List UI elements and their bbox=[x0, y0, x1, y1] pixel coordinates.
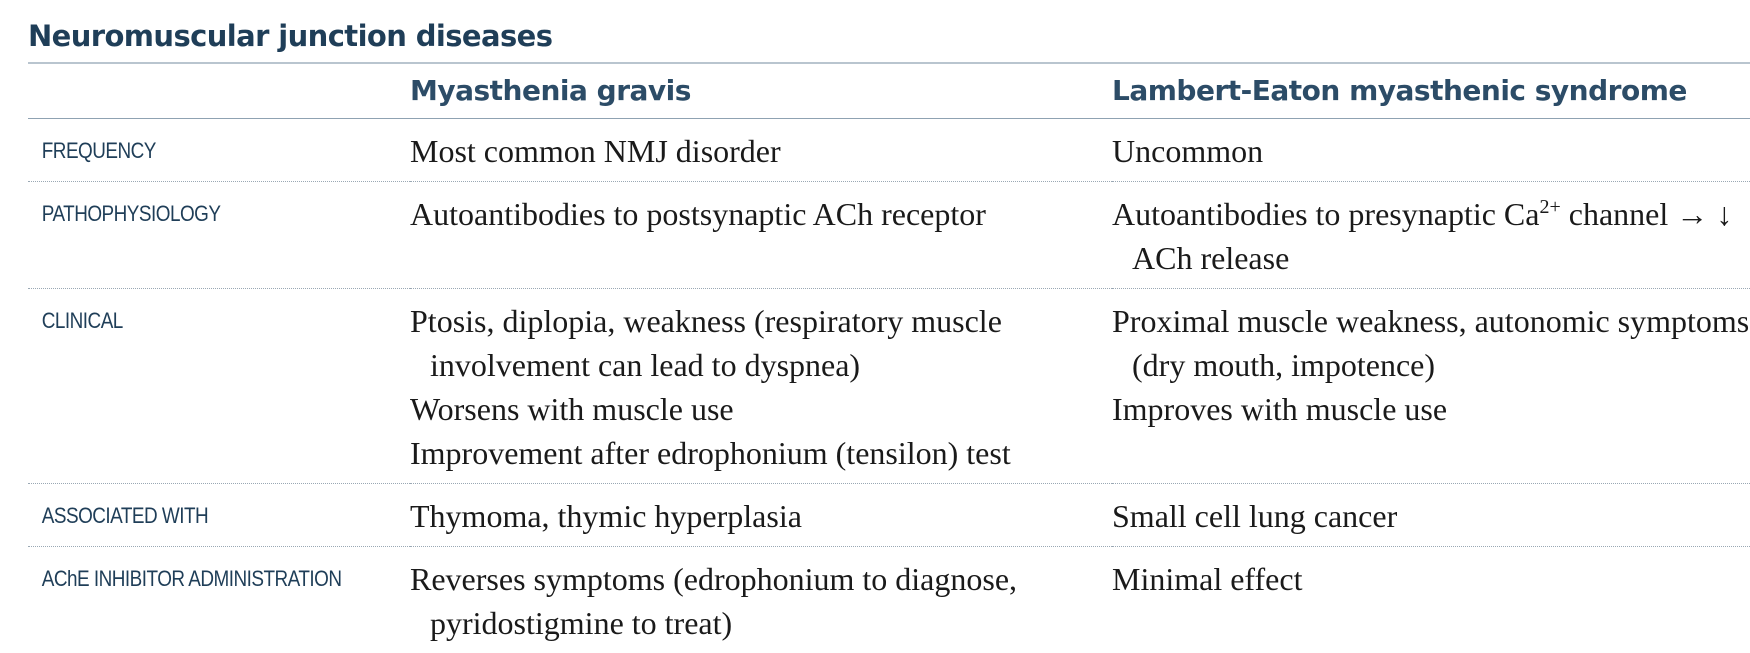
row-label: CLINICAL bbox=[28, 299, 357, 343]
le-text: Small cell lung cancer bbox=[1112, 494, 1750, 538]
le-text: Uncommon bbox=[1112, 129, 1750, 173]
page-title: Neuromuscular junction diseases bbox=[28, 14, 1750, 58]
le-cell bbox=[1112, 289, 1750, 484]
mg-text: Thymoma, thymic hyperplasia bbox=[410, 494, 1112, 538]
le-text-suffix: channel → ↓ ACh release bbox=[1132, 196, 1732, 276]
row-label-cell bbox=[28, 182, 410, 289]
header-lambert-eaton: Lambert-Eaton myasthenic syndrome bbox=[1112, 64, 1750, 119]
le-cell bbox=[1112, 484, 1750, 547]
mg-text: Improvement after edrophonium (tensilon) test bbox=[410, 431, 1112, 475]
row-label-cell bbox=[28, 484, 410, 547]
le-text: Minimal effect bbox=[1112, 557, 1750, 601]
mg-cell bbox=[410, 484, 1112, 547]
mg-text: Worsens with muscle use bbox=[410, 387, 1112, 431]
header-myasthenia-gravis: Myasthenia gravis bbox=[410, 64, 1112, 119]
le-cell bbox=[1112, 119, 1750, 182]
row-label-cell bbox=[28, 119, 410, 182]
mg-text: Reverses symptoms (edrophonium to diagnose, pyridostigmine to treat) bbox=[410, 557, 1112, 645]
table-row bbox=[28, 547, 1750, 653]
calcium-charge-superscript: 2+ bbox=[1539, 196, 1560, 218]
comparison-table bbox=[28, 64, 1750, 653]
table-row bbox=[28, 182, 1750, 289]
le-cell bbox=[1112, 547, 1750, 653]
le-text bbox=[1112, 192, 1750, 280]
row-label: FREQUENCY bbox=[28, 129, 357, 173]
row-label: AChE INHIBITOR ADMINISTRATION bbox=[28, 557, 357, 601]
row-label-mixed-case: Ch bbox=[54, 566, 77, 591]
mg-cell bbox=[410, 182, 1112, 289]
le-text: Improves with muscle use bbox=[1112, 387, 1750, 431]
mg-text: Ptosis, diplopia, weakness (respiratory muscle involvement can lead to dyspnea) bbox=[410, 299, 1112, 387]
row-label-cell bbox=[28, 289, 410, 484]
mg-text: Autoantibodies to postsynaptic ACh receptor bbox=[410, 192, 1112, 236]
row-label: ASSOCIATED WITH bbox=[28, 494, 357, 538]
le-cell bbox=[1112, 182, 1750, 289]
le-text: Proximal muscle weakness, autonomic symptoms (dry mouth, impotence) bbox=[1112, 299, 1750, 387]
row-label-cell bbox=[28, 547, 410, 653]
mg-cell bbox=[410, 289, 1112, 484]
header-row bbox=[28, 64, 1750, 119]
table-row bbox=[28, 289, 1750, 484]
table-row bbox=[28, 119, 1750, 182]
le-text-prefix: Autoantibodies to presynaptic Ca bbox=[1112, 196, 1539, 232]
header-label-cell bbox=[28, 64, 410, 119]
mg-cell bbox=[410, 547, 1112, 653]
table-row bbox=[28, 484, 1750, 547]
mg-cell bbox=[410, 119, 1112, 182]
row-label: PATHOPHYSIOLOGY bbox=[28, 192, 357, 236]
document-page bbox=[28, 14, 1750, 653]
mg-text: Most common NMJ disorder bbox=[410, 129, 1112, 173]
